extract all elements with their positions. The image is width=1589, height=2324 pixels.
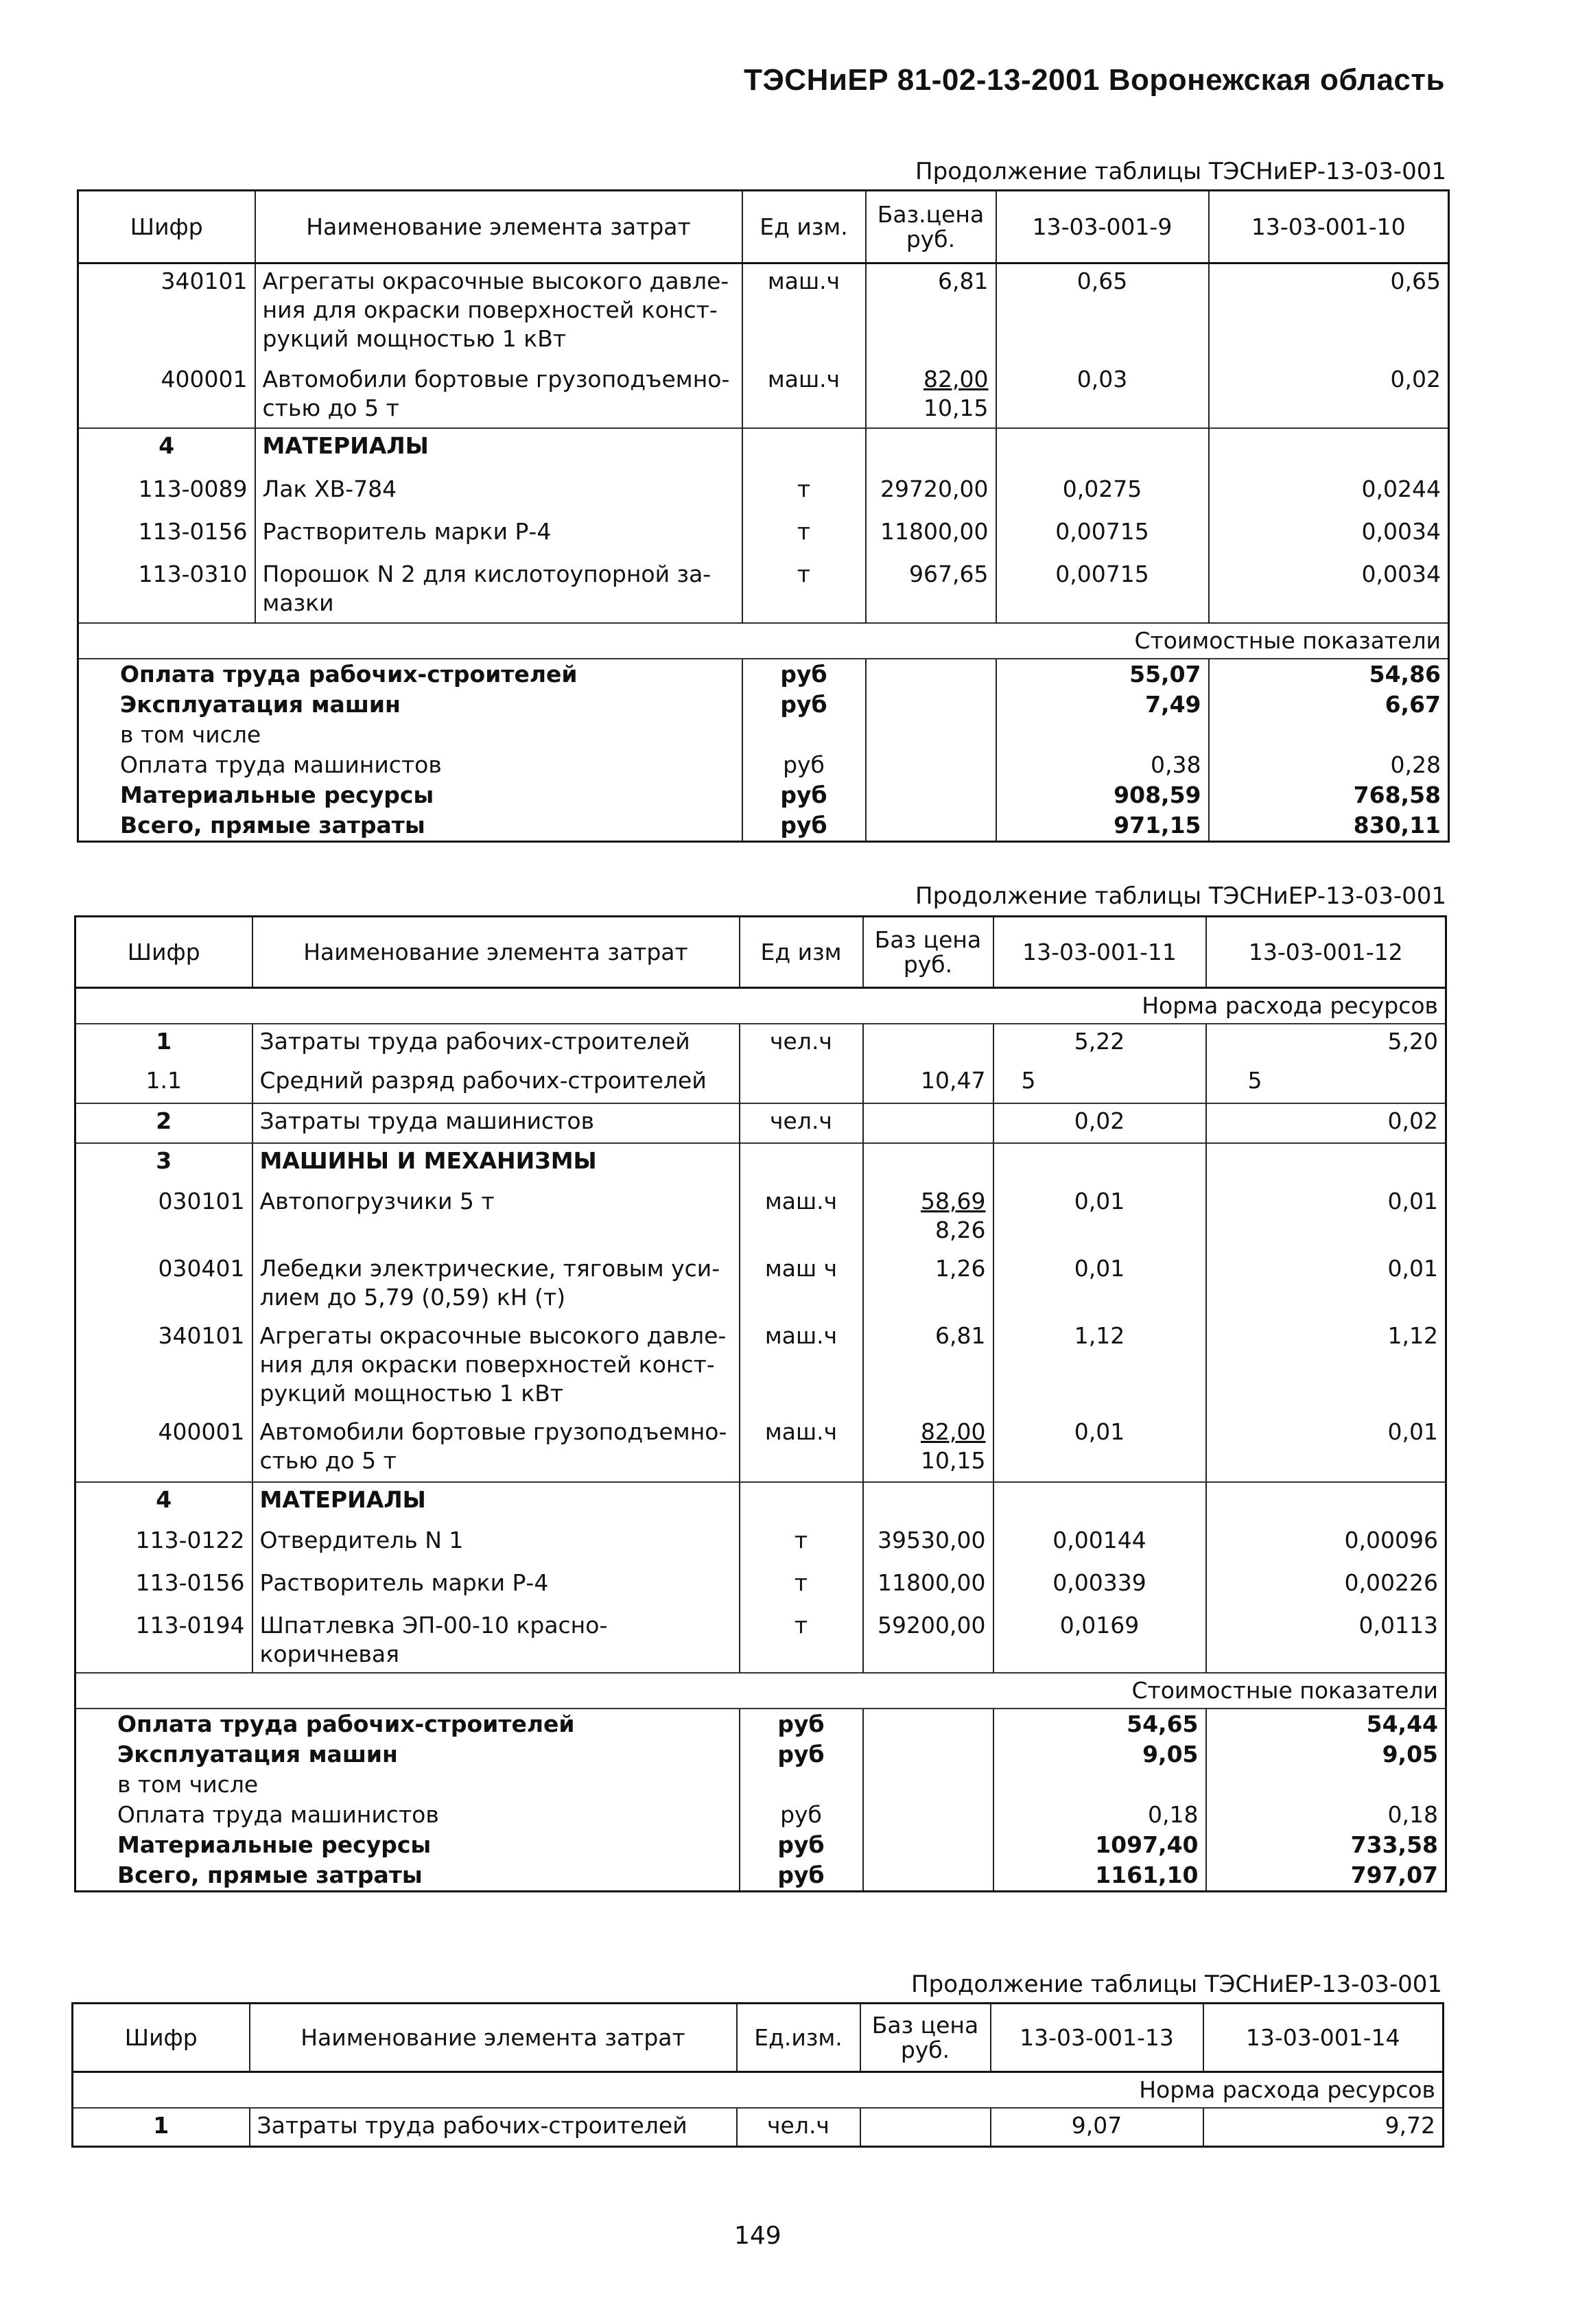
cost-value-1: 54,65 — [993, 1709, 1206, 1739]
row-value-1: 0,03 — [996, 362, 1209, 428]
cost-value-2: 0,28 — [1209, 750, 1449, 780]
col-name-header: Наименование элемента затрат — [252, 917, 740, 988]
cost-value-1: 0,38 — [996, 750, 1209, 780]
row-code: 113-0122 — [135, 1527, 245, 1553]
row-name: Автопогрузчики 5 т — [252, 1184, 740, 1252]
table1 — [77, 189, 1450, 843]
cost-unit — [742, 720, 866, 750]
cost-value-1: 971,15 — [996, 810, 1209, 842]
price-salary: 10,15 — [923, 394, 989, 421]
page-number: 149 — [734, 2222, 781, 2250]
section-number: 3 — [75, 1143, 252, 1184]
row-name: Затраты труда рабочих-строителей — [252, 1024, 740, 1064]
row-name: Затраты труда машинистов — [252, 1103, 740, 1143]
cost-value-2: 6,67 — [1209, 690, 1449, 720]
row-price: 59200,00 — [863, 1608, 993, 1673]
cost-row — [75, 1709, 1446, 1739]
row-value-2: 0,0034 — [1209, 557, 1449, 623]
col-norm1-header: 13-03-001-9 — [996, 191, 1209, 263]
table-row — [78, 263, 1449, 362]
section-row — [75, 1143, 1446, 1184]
cost-row — [78, 659, 1449, 690]
row-value-2: 5,20 — [1206, 1024, 1446, 1064]
table3-continuation-label: Продолжение таблицы ТЭСНиЕР-13-03-001 — [911, 1971, 1442, 1998]
row-name: Средний разряд рабочих-строителей — [252, 1064, 740, 1103]
row-unit: т — [740, 1566, 863, 1608]
cost-label: Эксплуатация машин — [117, 1741, 398, 1768]
row-price — [863, 1184, 993, 1252]
row-name: Порошок N 2 для кислотоупорной за-мазки — [255, 557, 742, 623]
price-main: 82,00 — [923, 365, 989, 392]
row-unit: т — [742, 515, 866, 557]
cost-section-title-row — [75, 1673, 1446, 1709]
col-code-header: Шифр — [78, 191, 255, 263]
col-price-header: Баз цена руб. — [863, 917, 993, 988]
section-number: 4 — [78, 428, 255, 472]
table-row — [75, 1566, 1446, 1608]
row-unit: маш.ч — [740, 1184, 863, 1252]
row-value-2: 1,12 — [1206, 1319, 1446, 1415]
row-code: 1.1 — [145, 1067, 182, 1094]
row-value-2: 0,0034 — [1209, 515, 1449, 557]
section-title: МАТЕРИАЛЫ — [255, 428, 742, 472]
cost-value-2: 797,07 — [1206, 1860, 1446, 1892]
cost-label: Всего, прямые затраты — [117, 1862, 423, 1888]
table3-header-row — [73, 2004, 1444, 2072]
cost-label: Материальные ресурсы — [120, 781, 434, 808]
cost-value-2: 830,11 — [1209, 810, 1449, 842]
table-row — [78, 362, 1449, 428]
norm-section-title: Норма расхода ресурсов — [73, 2072, 1444, 2109]
row-unit: т — [742, 472, 866, 515]
table-row — [78, 515, 1449, 557]
row-unit: маш.ч — [740, 1415, 863, 1482]
norm-title-row — [75, 988, 1446, 1024]
cost-value-2: 9,05 — [1206, 1739, 1446, 1770]
row-value-2: 0,00226 — [1206, 1566, 1446, 1608]
cost-unit: руб — [742, 810, 866, 842]
table-row — [75, 1608, 1446, 1673]
col-unit-header: Ед изм — [740, 917, 863, 988]
row-unit: маш.ч — [740, 1319, 863, 1415]
col-norm2-header: 13-03-001-14 — [1203, 2004, 1444, 2072]
row-name: Лебедки электрические, тяговым уси-лием до 5,79 (0,59) кН (т) — [252, 1252, 740, 1319]
cost-value-1: 1161,10 — [993, 1860, 1206, 1892]
row-price: 6,81 — [866, 263, 996, 362]
price-main: 58,69 — [921, 1188, 986, 1214]
table3 — [71, 2002, 1444, 2148]
row-value-1: 0,00715 — [996, 515, 1209, 557]
row-value-1: 0,02 — [993, 1103, 1206, 1143]
row-value-1: 9,07 — [991, 2108, 1203, 2146]
cost-unit: руб — [740, 1830, 863, 1860]
row-value-2: 0,65 — [1209, 263, 1449, 362]
price-salary: 10,15 — [921, 1447, 986, 1474]
table-row — [75, 1184, 1446, 1252]
row-code: 400001 — [158, 1418, 245, 1445]
row-unit: чел.ч — [740, 1103, 863, 1143]
norm-title-row — [73, 2072, 1444, 2109]
cost-unit: руб — [742, 690, 866, 720]
page-header: ТЭСНиЕР 81-02-13-2001 Воронежская область — [744, 63, 1445, 97]
cost-value-2: 54,44 — [1206, 1709, 1446, 1739]
norm-section-title: Норма расхода ресурсов — [75, 988, 1446, 1024]
table-row — [78, 557, 1449, 623]
cost-value-2: 733,58 — [1206, 1830, 1446, 1860]
table-row — [75, 1024, 1446, 1064]
row-value-1: 0,0169 — [993, 1608, 1206, 1673]
row-code: 340101 — [158, 1322, 245, 1349]
col-norm1-header: 13-03-001-11 — [993, 917, 1206, 988]
row-value-2: 0,00096 — [1206, 1523, 1446, 1566]
row-code: 113-0194 — [135, 1612, 245, 1639]
cost-value-1 — [996, 720, 1209, 750]
table-row — [78, 472, 1449, 515]
table2-header-row — [75, 917, 1446, 988]
cost-label: Оплата труда рабочих-строителей — [117, 1711, 575, 1737]
row-value-1: 5 — [993, 1064, 1206, 1103]
row-value-1: 5,22 — [993, 1024, 1206, 1064]
section-title: МАТЕРИАЛЫ — [252, 1482, 740, 1523]
row-price — [866, 362, 996, 428]
cost-row — [78, 750, 1449, 780]
cost-label: Оплата труда машинистов — [120, 751, 442, 778]
row-code: 1 — [153, 2112, 169, 2139]
cost-value-2: 54,86 — [1209, 659, 1449, 690]
cost-value-1: 55,07 — [996, 659, 1209, 690]
cost-row — [75, 1739, 1446, 1770]
col-unit-header: Ед изм. — [742, 191, 866, 263]
cost-value-1: 1097,40 — [993, 1830, 1206, 1860]
cost-label: Материальные ресурсы — [117, 1831, 432, 1858]
cost-label: в том числе — [120, 720, 261, 748]
row-code: 400001 — [161, 365, 248, 392]
table1-continuation-label: Продолжение таблицы ТЭСНиЕР-13-03-001 — [915, 158, 1446, 185]
row-unit: маш ч — [740, 1252, 863, 1319]
row-price: 11800,00 — [863, 1566, 993, 1608]
row-value-1: 0,00715 — [996, 557, 1209, 623]
section-row — [78, 428, 1449, 472]
row-unit: маш.ч — [742, 263, 866, 362]
row-name: Агрегаты окрасочные высокого давле-ния для окраски поверхностей конст-рукций мощностью 1 кВт — [252, 1319, 740, 1415]
table-row — [73, 2108, 1444, 2146]
cost-unit: руб — [740, 1860, 863, 1892]
cost-row — [78, 720, 1449, 750]
price-main: 82,00 — [921, 1418, 986, 1445]
cost-unit — [740, 1770, 863, 1800]
cost-value-2 — [1206, 1770, 1446, 1800]
cost-row — [75, 1860, 1446, 1892]
col-unit-header: Ед.изм. — [737, 2004, 860, 2072]
row-price — [863, 1415, 993, 1482]
table-row — [75, 1252, 1446, 1319]
cost-label: в том числе — [117, 1771, 259, 1798]
price-salary: 8,26 — [935, 1217, 986, 1243]
row-value-1: 0,01 — [993, 1415, 1206, 1482]
row-price: 10,47 — [863, 1064, 993, 1103]
row-price — [863, 1024, 993, 1064]
row-price — [860, 2108, 991, 2146]
row-name: Автомобили бортовые грузоподъемно-стью до 5 т — [252, 1415, 740, 1482]
cost-section-title-row — [78, 623, 1449, 659]
cost-label: Оплата труда рабочих-строителей — [120, 660, 578, 688]
cost-row — [75, 1830, 1446, 1860]
cost-section-title: Стоимостные показатели — [78, 623, 1449, 659]
table2-continuation-label: Продолжение таблицы ТЭСНиЕР-13-03-001 — [915, 882, 1446, 910]
row-code: 030401 — [158, 1255, 245, 1282]
cost-unit: руб — [740, 1800, 863, 1830]
row-name: Отвердитель N 1 — [252, 1523, 740, 1566]
col-name-header: Наименование элемента затрат — [255, 191, 742, 263]
row-value-2: 0,0113 — [1206, 1608, 1446, 1673]
table2 — [74, 915, 1447, 1892]
row-price: 6,81 — [863, 1319, 993, 1415]
row-price: 29720,00 — [866, 472, 996, 515]
cost-value-1: 9,05 — [993, 1739, 1206, 1770]
col-price-header: Баз.цена руб. — [866, 191, 996, 263]
row-code: 2 — [75, 1103, 252, 1143]
col-name-header: Наименование элемента затрат — [250, 2004, 737, 2072]
row-unit — [740, 1064, 863, 1103]
row-value-1: 0,0275 — [996, 472, 1209, 515]
row-value-2: 5 — [1206, 1064, 1446, 1103]
row-price: 11800,00 — [866, 515, 996, 557]
row-value-2: 0,0244 — [1209, 472, 1449, 515]
table-row — [75, 1319, 1446, 1415]
cost-unit: руб — [742, 780, 866, 810]
row-value-2: 0,02 — [1209, 362, 1449, 428]
cost-label: Эксплуатация машин — [120, 690, 401, 718]
row-name: Автомобили бортовые грузоподъемно-стью до 5 т — [255, 362, 742, 428]
cost-value-1 — [993, 1770, 1206, 1800]
cost-label: Оплата труда машинистов — [117, 1801, 439, 1828]
row-price: 39530,00 — [863, 1523, 993, 1566]
row-name: Шпатлевка ЭП-00-10 красно-коричневая — [252, 1608, 740, 1673]
cost-unit: руб — [742, 750, 866, 780]
row-code: 1 — [156, 1028, 172, 1055]
table-row — [75, 1415, 1446, 1482]
row-code: 113-0089 — [138, 475, 248, 502]
cost-row — [78, 780, 1449, 810]
col-norm2-header: 13-03-001-12 — [1206, 917, 1446, 988]
cost-unit: руб — [740, 1709, 863, 1739]
row-value-2: 0,01 — [1206, 1415, 1446, 1482]
section-row — [75, 1482, 1446, 1523]
row-value-2: 0,01 — [1206, 1184, 1446, 1252]
table1-header-row — [78, 191, 1449, 263]
row-code: 340101 — [161, 268, 248, 294]
cost-label: Всего, прямые затраты — [120, 811, 425, 838]
cost-row — [78, 690, 1449, 720]
cost-value-1: 0,18 — [993, 1800, 1206, 1830]
row-value-1: 0,01 — [993, 1252, 1206, 1319]
cost-value-2: 0,18 — [1206, 1800, 1446, 1830]
row-name: Агрегаты окрасочные высокого давле-ния для окраски поверхностей конст-рукций мощностью 1 кВт — [255, 263, 742, 362]
row-value-1: 0,65 — [996, 263, 1209, 362]
row-unit: т — [740, 1523, 863, 1566]
row-price: 967,65 — [866, 557, 996, 623]
row-value-1: 0,00339 — [993, 1566, 1206, 1608]
row-value-1: 0,00144 — [993, 1523, 1206, 1566]
cost-section-title: Стоимостные показатели — [75, 1673, 1446, 1709]
row-unit: т — [740, 1608, 863, 1673]
cost-row — [75, 1770, 1446, 1800]
row-value-2: 0,02 — [1206, 1103, 1446, 1143]
cost-unit: руб — [742, 659, 866, 690]
row-name: Лак ХВ-784 — [255, 472, 742, 515]
row-code: 030101 — [158, 1188, 245, 1214]
row-code: 113-0156 — [135, 1569, 245, 1596]
col-code-header: Шифр — [75, 917, 252, 988]
table-row — [75, 1103, 1446, 1143]
row-value-2: 0,01 — [1206, 1252, 1446, 1319]
row-price: 1,26 — [863, 1252, 993, 1319]
col-norm1-header: 13-03-001-13 — [991, 2004, 1203, 2072]
row-name: Растворитель марки Р-4 — [255, 515, 742, 557]
cost-unit: руб — [740, 1739, 863, 1770]
row-code: 113-0310 — [138, 560, 248, 587]
row-code: 113-0156 — [138, 517, 248, 545]
cost-value-2 — [1209, 720, 1449, 750]
row-price — [863, 1103, 993, 1143]
row-unit: маш.ч — [742, 362, 866, 428]
cost-value-1: 908,59 — [996, 780, 1209, 810]
row-value-1: 0,01 — [993, 1184, 1206, 1252]
cost-value-1: 7,49 — [996, 690, 1209, 720]
col-code-header: Шифр — [73, 2004, 250, 2072]
col-norm2-header: 13-03-001-10 — [1209, 191, 1449, 263]
cost-row — [75, 1800, 1446, 1830]
row-name: Растворитель марки Р-4 — [252, 1566, 740, 1608]
row-unit: чел.ч — [737, 2108, 860, 2146]
table-row — [75, 1064, 1446, 1103]
col-price-header: Баз цена руб. — [860, 2004, 991, 2072]
row-unit: чел.ч — [740, 1024, 863, 1064]
section-title: МАШИНЫ И МЕХАНИЗМЫ — [252, 1143, 740, 1184]
table-row — [75, 1523, 1446, 1566]
row-name: Затраты труда рабочих-строителей — [250, 2108, 737, 2146]
cost-row — [78, 810, 1449, 842]
section-number: 4 — [75, 1482, 252, 1523]
row-unit: т — [742, 557, 866, 623]
row-value-2: 9,72 — [1203, 2108, 1444, 2146]
row-value-1: 1,12 — [993, 1319, 1206, 1415]
cost-value-2: 768,58 — [1209, 780, 1449, 810]
